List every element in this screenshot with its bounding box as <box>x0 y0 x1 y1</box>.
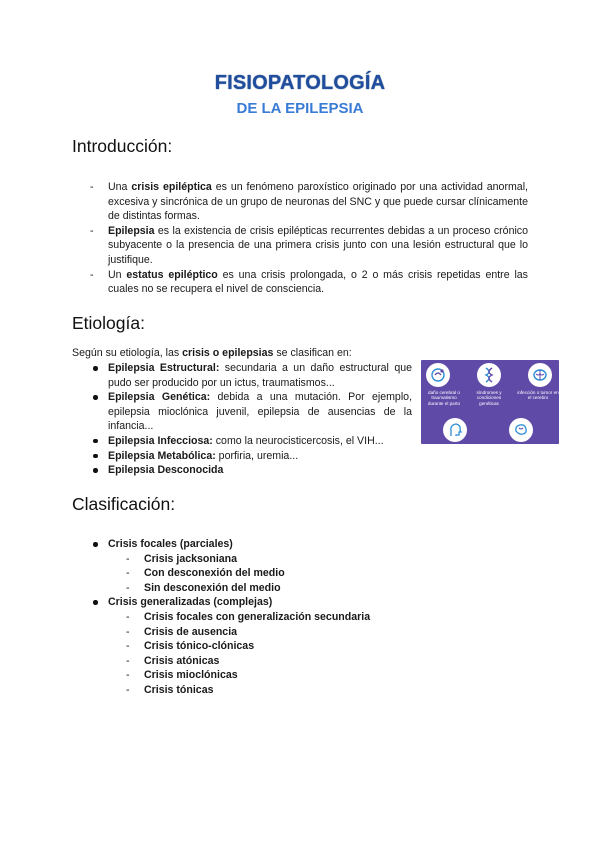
clasif-group: Crisis generalizadas (complejas) <box>90 595 510 610</box>
head-profile-icon <box>443 418 467 442</box>
etio-item-text: secundaria a un daño estructural que pudo ser producido por un ictus, traumatismos... <box>108 362 412 389</box>
heading-clasificacion: Clasificación: <box>72 494 176 514</box>
etio-item <box>90 449 412 464</box>
etio-item-text: como la neurocisticercosis, el VIH... <box>212 434 384 447</box>
etio-item-term: Epilepsia Metabólica: <box>108 449 216 462</box>
etio-item-term: Epilepsia Genética: <box>108 391 211 404</box>
etio-item-term: Epilepsia Desconocida <box>108 464 224 477</box>
intro-item-text: es la existencia de crisis epilépticas recurrentes debidas a un proceso crónico subyacente o la presencia de una primera crisis junto con una lesión estructural que lo justifique. <box>108 224 528 266</box>
clasif-subitem: - Crisis tónicas <box>90 683 510 698</box>
etio-intro-term: crisis o epilepsias <box>182 347 274 359</box>
clasif-subitem: - Con desconexión del medio <box>90 566 510 581</box>
head-trauma-icon <box>426 363 450 387</box>
intro-item <box>90 268 528 297</box>
figure-caption: síndromes y condiciones genéticas <box>476 390 502 406</box>
brain-lobes-icon <box>509 418 533 442</box>
etiology-figure <box>421 360 559 444</box>
intro-item <box>90 180 528 224</box>
etio-intro <box>72 346 352 361</box>
etio-item <box>90 463 412 478</box>
etio-list <box>90 361 412 478</box>
intro-item-text: Una <box>108 181 132 193</box>
etio-item-term: Epilepsia Infecciosa: <box>108 434 213 447</box>
etio-intro-text: Según su etiología, las <box>72 347 183 359</box>
clasif-subitem: - Crisis atónicas <box>90 654 510 669</box>
etio-intro-text: se clasifican en: <box>273 347 352 359</box>
figure-caption: infección o tumor en el cerebro <box>517 390 559 401</box>
etio-item <box>90 361 412 390</box>
clasif-group: Crisis focales (parciales) <box>90 537 510 552</box>
intro-item-term: Epilepsia <box>108 224 155 237</box>
figure-caption: daño cerebral o traumatismo durante el parto <box>427 390 461 406</box>
clasif-subitem: - Crisis mioclónicas <box>90 668 510 683</box>
etio-item <box>90 390 412 434</box>
document-subtitle: DE LA EPILEPSIA <box>236 100 364 117</box>
clasif-subitem: - Sin desconexión del medio <box>90 581 510 596</box>
heading-introduccion: Introducción: <box>72 136 173 156</box>
intro-item-text: es una crisis prolongada, o 2 o más crisis repetidas entre las cuales no se recupera el nivel de consciencia. <box>108 268 528 296</box>
clasif-subitem: - Crisis tónico-clónicas <box>90 639 510 654</box>
etio-item <box>90 434 412 449</box>
intro-item-term: crisis epiléptica <box>131 181 212 193</box>
intro-item <box>90 224 528 268</box>
clasif-subitem: - Crisis de ausencia <box>90 625 510 640</box>
intro-item-text: es un fenómeno paroxístico originado por una actividad anormal, excesiva y sincrónica de un grupo de neuronas del SNC y que puede cursar clínicamente de distintas formas. <box>108 181 528 223</box>
brain-icon <box>528 363 552 387</box>
heading-etiologia: Etiología: <box>72 313 145 333</box>
etio-item-text: porfiria, uremia... <box>215 449 299 462</box>
intro-item-term: estatus epiléptico <box>126 268 218 281</box>
document-title: FISIOPATOLOGÍA <box>214 72 386 94</box>
intro-list <box>90 180 528 297</box>
intro-item-text: Un <box>108 268 127 281</box>
clasif-list <box>90 537 510 698</box>
etio-item-text: debida a una mutación. Por ejemplo, epilepsia mioclónica juvenil, epilepsia de ausencias de la infancia... <box>108 391 413 433</box>
etio-item-term: Epilepsia Estructural: <box>108 362 220 374</box>
clasif-subitem: - Crisis focales con generalización secundaria <box>90 610 510 625</box>
dna-icon <box>477 363 501 387</box>
clasif-subitem: - Crisis jacksoniana <box>90 552 510 567</box>
